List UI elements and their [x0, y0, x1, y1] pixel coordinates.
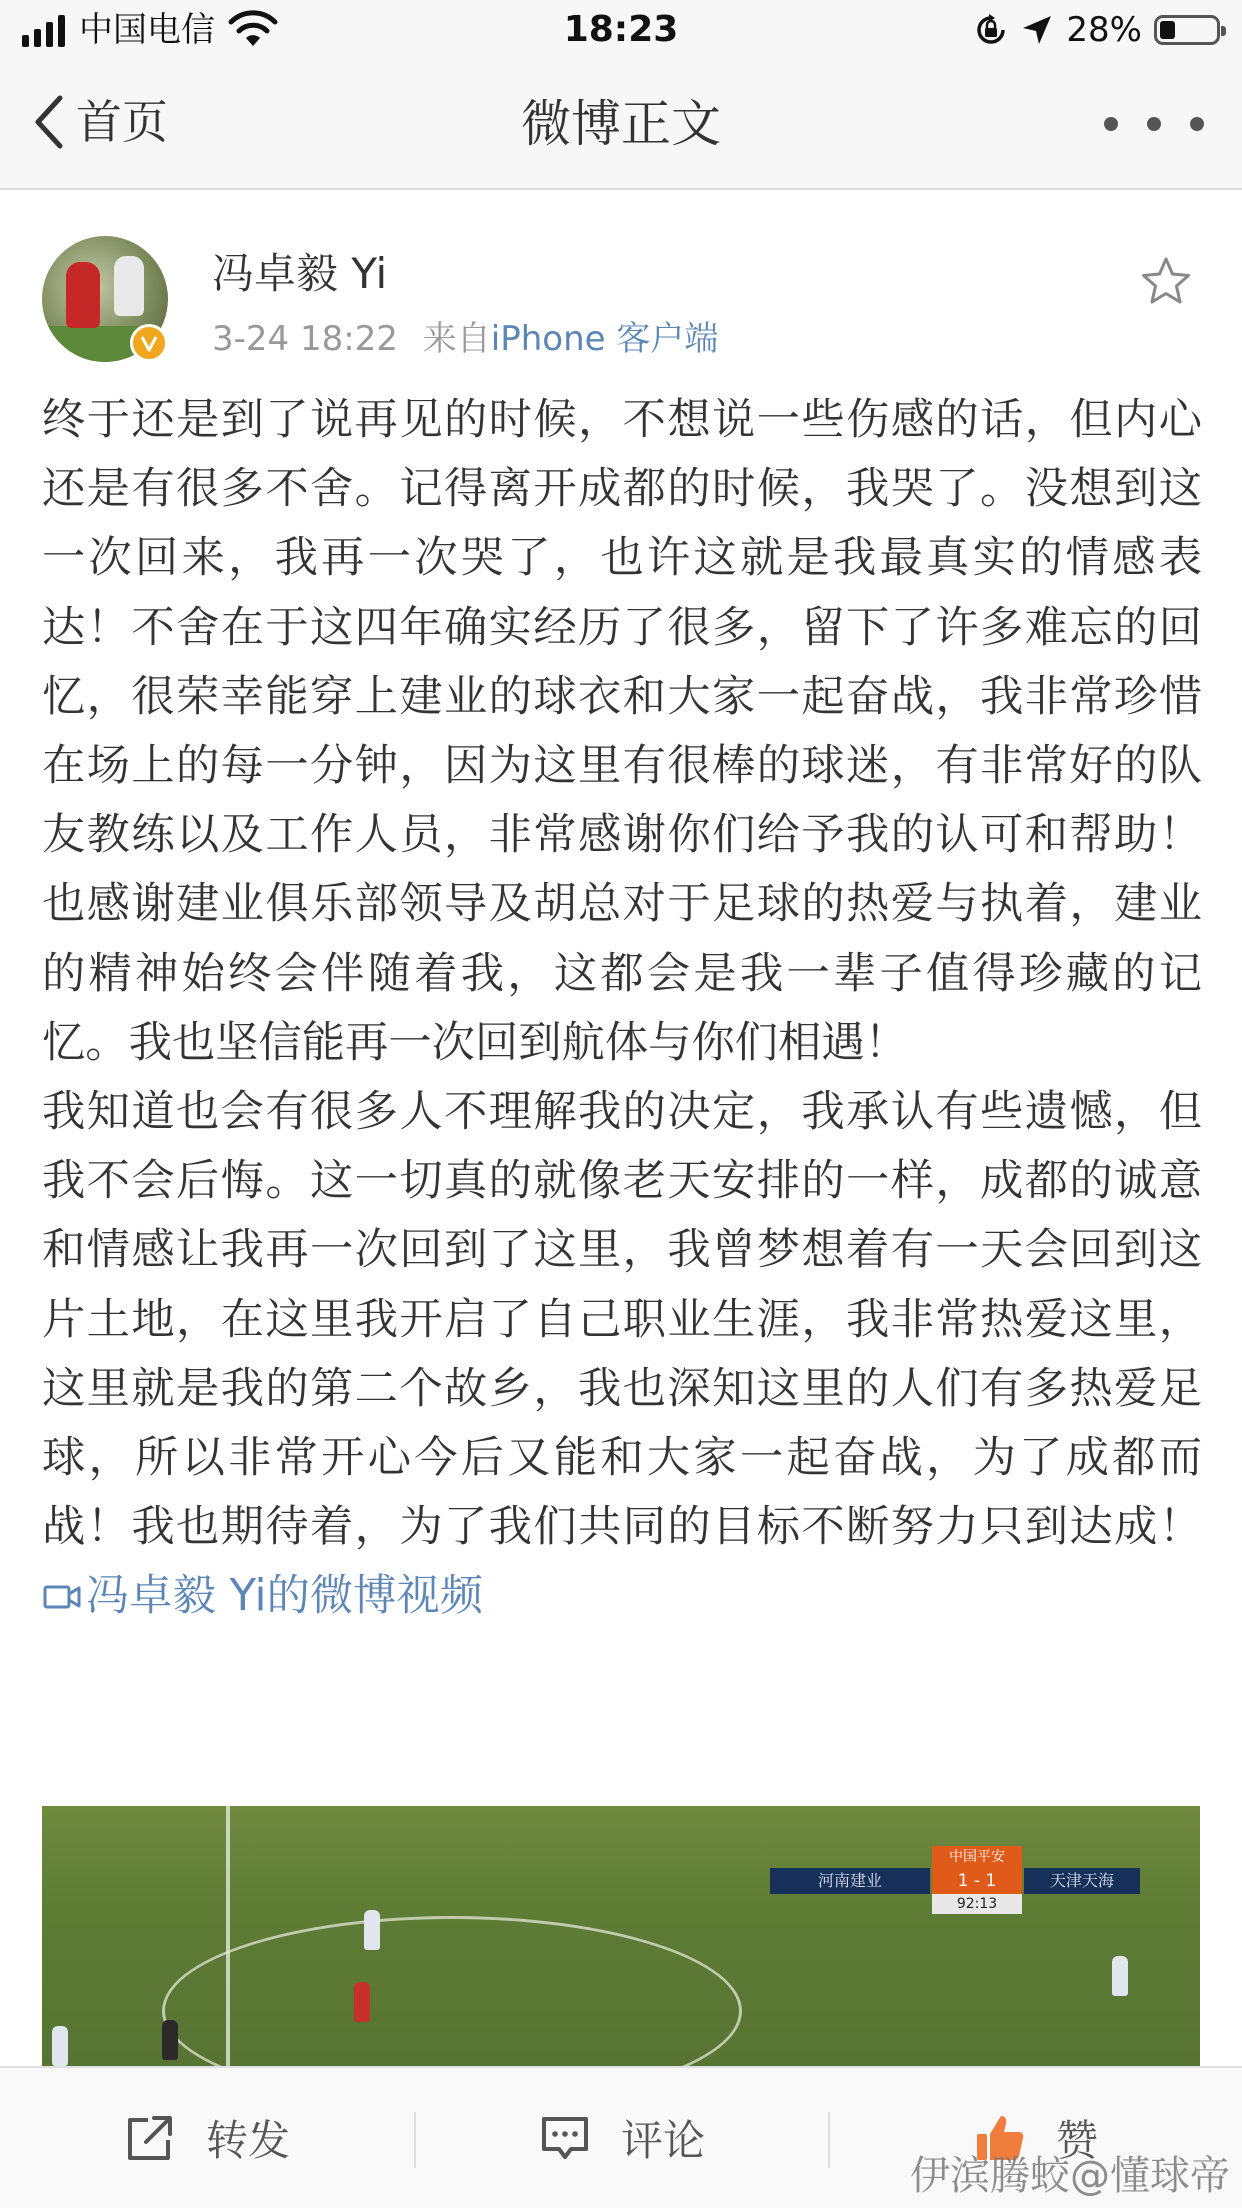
post-paragraph-text: 我知道也会有很多人不理解我的决定，我承认有些遗憾，但我不会后悔。这一切真的就像老天安排的一样，成都的诚意和情感让我再一次回到了这里，我曾梦想着有一天会回到这片土地，在这里我开启了自己职业生涯，我非常热爱这里，这里就是我的第二个故乡，我也深知这里的人们有多热爱足球，所以非常开心今后又能和大家一起奋战，为了成都而战！我也期待着，为了我们共同的目标不断努力只到达成！: [42, 1087, 1202, 1553]
video-thumbnail[interactable]: [42, 1806, 1200, 2066]
page-title: 微博正文: [521, 95, 721, 153]
status-right: [974, 10, 1220, 50]
orientation-lock-icon: [974, 13, 1008, 47]
watermark: 伊滨腾蛟@懂球帝: [910, 2153, 1230, 2199]
match-score: 1 - 1: [932, 1868, 1022, 1894]
post-timestamp: 3-24 18:22: [212, 319, 398, 359]
back-label: 首页: [76, 95, 168, 149]
author-name[interactable]: 冯卓毅 Yi: [212, 249, 388, 298]
star-icon[interactable]: [1138, 254, 1194, 310]
video-link-label: 冯卓毅 Yi的微博视频: [86, 1571, 484, 1622]
like-label: 赞: [1055, 2116, 1098, 2165]
comment-icon: [539, 2112, 591, 2164]
repost-label: 转发: [205, 2116, 290, 2165]
match-clock: 92:13: [932, 1894, 1022, 1914]
video-link[interactable]: [42, 1571, 483, 1621]
battery-icon: [1154, 15, 1220, 45]
source-prefix: 来自: [422, 319, 491, 359]
post-meta: [212, 318, 718, 360]
location-arrow-icon: [1020, 13, 1054, 47]
comment-label: 评论: [620, 2116, 705, 2165]
center-circle: [162, 1916, 742, 2066]
player: [1112, 1956, 1128, 1996]
share-icon: [124, 2112, 176, 2164]
nav-bar: [0, 62, 1242, 190]
more-options-button[interactable]: [1104, 112, 1204, 136]
scoreboard-sponsor: 中国平安: [932, 1846, 1022, 1868]
dot-icon: [1147, 117, 1161, 131]
player: [162, 2020, 178, 2060]
battery-level: [1160, 21, 1175, 39]
verified-badge-icon: [130, 324, 168, 362]
post-content: [42, 386, 1202, 1632]
scoreboard: [770, 1846, 1140, 1912]
post-header: [42, 236, 1202, 366]
post-paragraph: [42, 1078, 1202, 1632]
player: [52, 2026, 68, 2066]
status-bar: [0, 0, 1242, 62]
clock: 18:23: [563, 9, 679, 50]
player: [354, 1982, 370, 2022]
away-team: 天津天海: [1024, 1868, 1140, 1894]
post-paragraph: 终于还是到了说再见的时候，不想说一些伤感的话，但内心还是有很多不舍。记得离开成都的时候，我哭了。没想到这一次回来，我再一次哭了，也许这就是我最真实的情感表达！不舍在于这四年确实经历了很多，留下了许多难忘的回忆，很荣幸能穿上建业的球衣和大家一起奋战，我非常珍惜在场上的每一分钟，因为这里有很棒的球迷，有非常好的队友教练以及工作人员，非常感谢你们给予我的认可和帮助！也感谢建业俱乐部领导及胡总对于足球的热爱与执着，建业的精神始终会伴随着我，这都会是我一辈子值得珍藏的记忆。我也坚信能再一次回到航体与你们相遇！: [42, 395, 1202, 1068]
post-source[interactable]: iPhone 客户端: [490, 319, 719, 359]
video-icon: [42, 1580, 82, 1614]
carrier-name: 中国电信: [79, 10, 215, 50]
battery-percent: 28%: [1066, 10, 1142, 50]
player: [364, 1910, 380, 1950]
comment-button[interactable]: [416, 2068, 828, 2208]
repost-button[interactable]: [0, 2068, 414, 2208]
dot-icon: [1190, 117, 1204, 131]
dot-icon: [1104, 117, 1118, 131]
home-team: 河南建业: [770, 1868, 930, 1894]
